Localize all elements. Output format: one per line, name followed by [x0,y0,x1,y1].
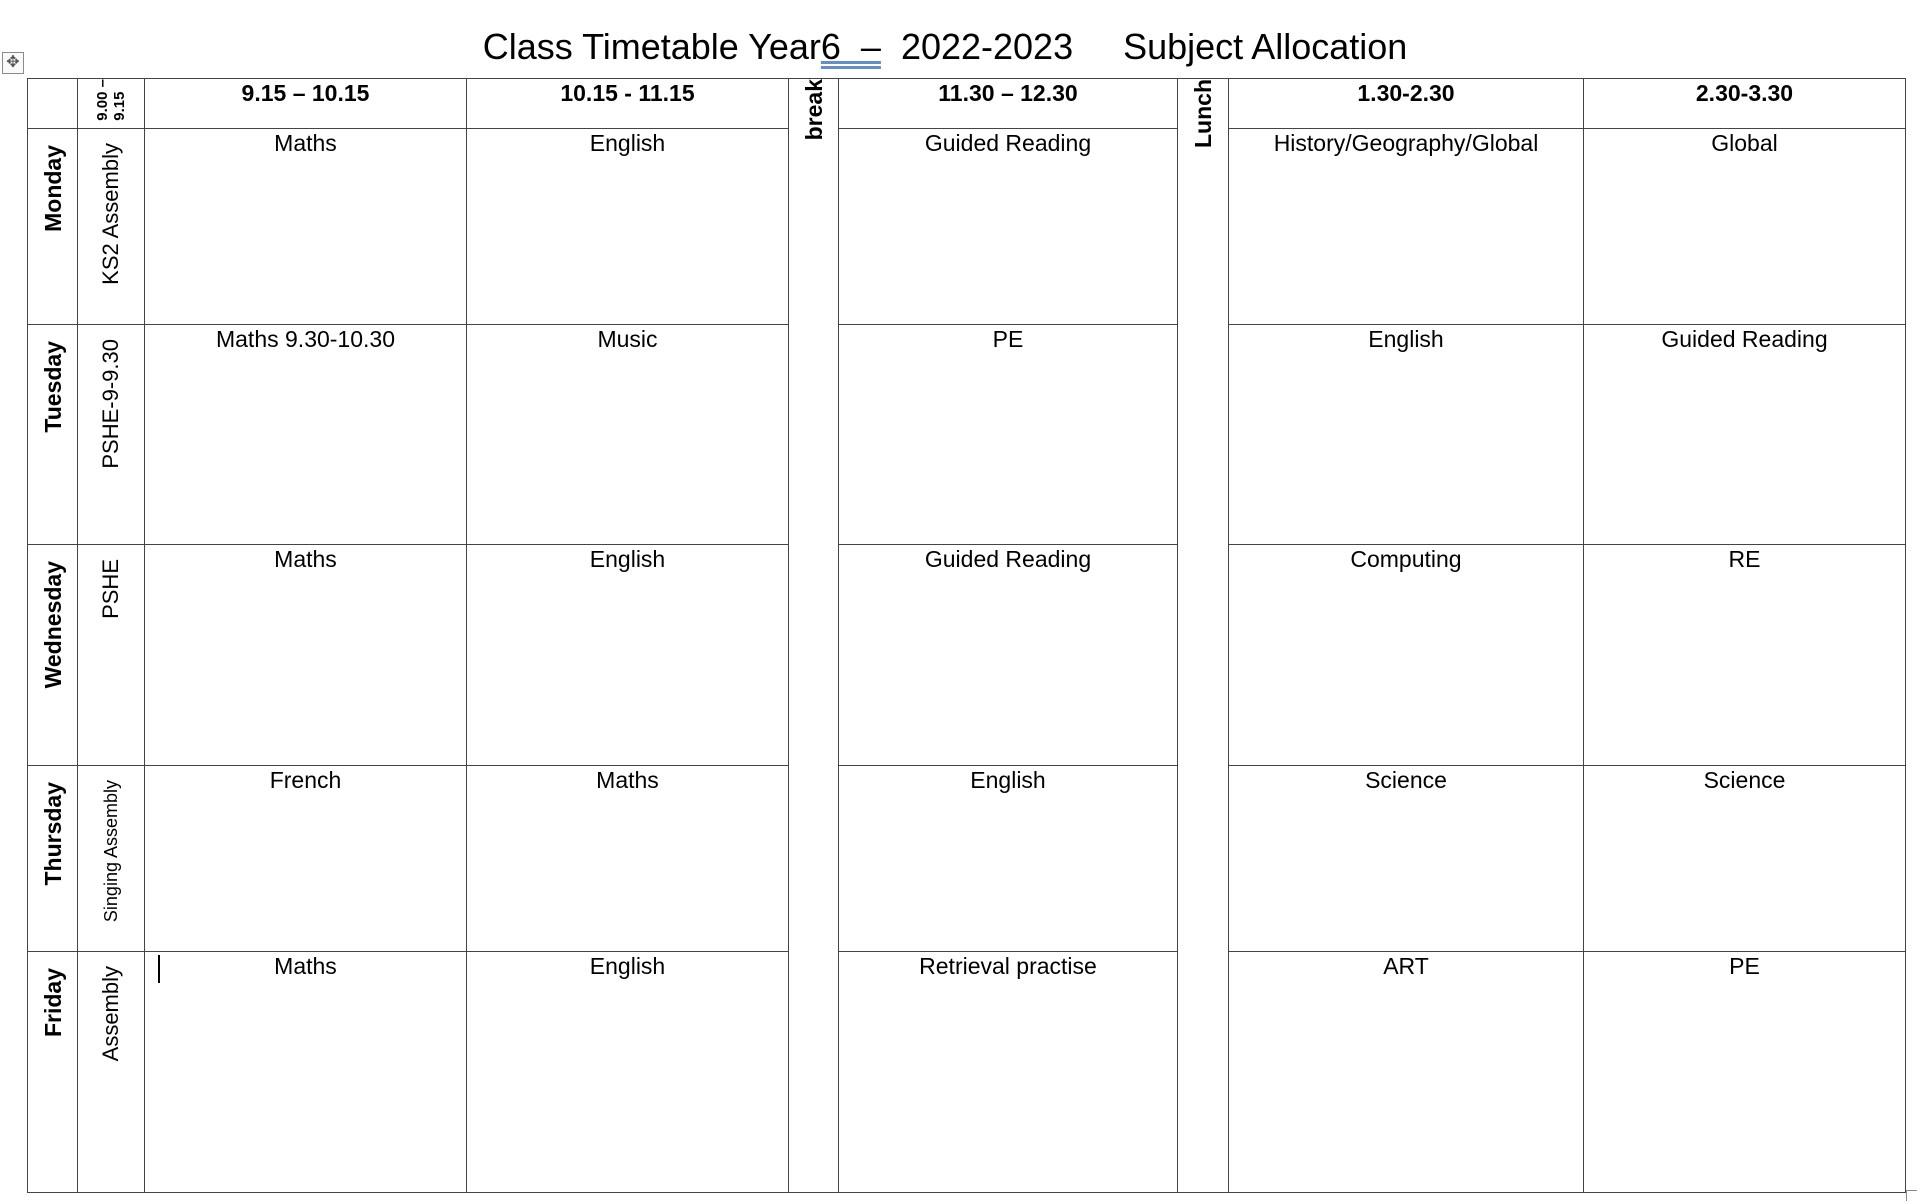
lesson-cell[interactable]: Music [467,325,789,545]
early-activity: PSHE [78,545,145,766]
day-row-wednesday [28,545,1906,766]
period-header: 11.30 – 12.30 [839,79,1178,129]
timetable [27,78,1906,1193]
early-activity: KS2 Assembly [78,129,145,325]
period-header: 1.30-2.30 [1229,79,1584,129]
lesson-cell[interactable]: ART [1229,952,1584,1193]
lesson-cell[interactable]: PE [839,325,1178,545]
period-header: 10.15 - 11.15 [467,79,789,129]
lesson-cell[interactable]: French [145,766,467,952]
day-row-tuesday [28,325,1906,545]
move-icon[interactable]: ✥ [2,52,24,74]
lesson-cell[interactable]: Retrieval practise [839,952,1178,1193]
early-time-header: 9.00 – 9.15 [78,79,145,129]
lesson-cell[interactable]: Guided Reading [839,545,1178,766]
day-label: Monday [28,129,78,325]
text-cursor [158,955,160,983]
lesson-cell[interactable]: PE [1584,952,1906,1193]
lesson-cell[interactable]: Guided Reading [839,129,1178,325]
lesson-cell[interactable]: English [467,952,789,1193]
page-title [0,22,1890,72]
lesson-cell[interactable]: Science [1229,766,1584,952]
lesson-cell[interactable]: English [467,129,789,325]
day-label: Tuesday [28,325,78,545]
lesson-cell[interactable]: Maths 9.30-10.30 [145,325,467,545]
period-header: 9.15 – 10.15 [145,79,467,129]
lesson-cell[interactable]: Maths [467,766,789,952]
lesson-cell[interactable]: RE [1584,545,1906,766]
lesson-cell[interactable]: English [1229,325,1584,545]
day-row-thursday [28,766,1906,952]
lesson-cell[interactable]: Global [1584,129,1906,325]
header-row [28,79,1906,129]
lunch-label: Lunch [1190,79,1216,148]
day-label: Wednesday [28,545,78,766]
lesson-cell[interactable]: Maths [145,129,467,325]
lunch-column [1178,79,1229,1193]
title-prefix: Class Timetable Year [482,26,821,67]
corner-cell [28,79,78,129]
lesson-cell[interactable]: History/Geography/Global [1229,129,1584,325]
early-activity: Singing Assembly [78,766,145,952]
lesson-cell[interactable]: English [467,545,789,766]
title-year-number: 6 – [820,26,881,67]
period-header: 2.30-3.30 [1584,79,1906,129]
lesson-cell[interactable]: Computing [1229,545,1584,766]
lesson-cell[interactable]: Maths [145,545,467,766]
lesson-cell[interactable]: English [839,766,1178,952]
table-resize-handle[interactable] [1906,1190,1917,1201]
day-row-monday [28,129,1906,325]
day-label: Friday [28,952,78,1193]
lesson-cell[interactable]: Maths [145,952,467,1193]
early-activity: PSHE-9-9.30 [78,325,145,545]
lesson-cell[interactable]: Guided Reading [1584,325,1906,545]
title-suffix: 2022-2023 Subject Allocation [880,26,1408,67]
break-label: break [800,79,827,141]
day-label: Thursday [28,766,78,952]
early-activity: Assembly [78,952,145,1193]
day-row-friday [28,952,1906,1193]
break-column [789,79,839,1193]
lesson-cell[interactable]: Science [1584,766,1906,952]
